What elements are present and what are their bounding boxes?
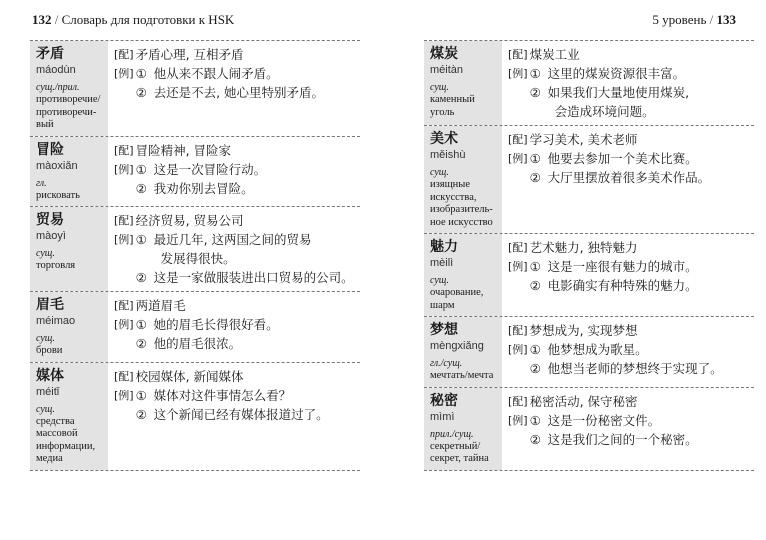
example-sentence [530,168,754,187]
collocation-line [114,296,360,315]
example-text: 电影确实有种特殊的魅力。 [547,278,698,293]
example-number: ① [529,412,541,428]
example-number: ② [529,431,541,447]
example-number: ① [529,259,541,274]
collocation-label: [配] [508,394,528,408]
example-text: 这个新闻已经有媒体报道过了。 [153,406,329,422]
collocation-label: [配] [114,143,134,157]
headword-pinyin: méimao [36,315,76,327]
example-text: 去还是不去, 她心里特别矛盾。 [153,85,325,100]
examples-line [114,386,360,424]
example-sentence [136,230,360,249]
headword-cell [30,207,108,291]
header-separator: / [54,12,59,27]
examples-line [114,64,360,102]
headword-pinyin: mìmì [430,410,455,423]
example-text: 这是一家做服装进出口贸易的公司。 [153,270,354,285]
part-of-speech: сущ. [36,248,55,259]
headword-hanzi: 媒体 [36,367,64,384]
examples-line [114,230,360,287]
example-text: 这里的煤炭资源很丰富。 [547,66,686,81]
example-number: ② [529,85,541,100]
part-of-speech: сущ. [430,275,449,286]
headword-hanzi: 梦想 [430,322,458,338]
example-list [530,411,754,449]
example-sentence [530,83,754,102]
russian-translation: секретный/ секрет, тайна [430,440,489,464]
example-text: 最近几年, 这两国之间的贸易 [153,232,312,247]
headword-cell [424,234,502,316]
part-of-speech: сущ. [36,333,55,344]
russian-translation: брови [36,345,63,356]
example-number: ① [529,66,541,81]
example-sentence [136,160,360,179]
examples-line [508,257,754,295]
example-number: ② [135,406,147,422]
example-number: ① [135,161,147,177]
collocation-line [114,367,360,386]
dictionary-entry [30,137,360,208]
collocation-line [508,238,754,257]
example-list [530,64,754,121]
example-list [136,230,360,287]
example-continuation: 会造成环境问题。 [554,104,655,119]
example-number: ① [135,232,147,247]
collocation-text: 煤炭工业 [529,47,580,62]
example-label: [例] [508,413,528,427]
collocation-text: 矛盾心理, 互相矛盾 [135,47,244,62]
examples-line [114,315,360,353]
example-sentence [530,257,754,276]
entry-content [108,41,360,136]
example-sentence [136,386,360,405]
example-label: [例] [114,162,134,176]
example-list [530,149,754,187]
example-number: ② [529,170,541,185]
example-sentence [530,276,754,295]
dictionary-entry [30,292,360,363]
example-list [136,64,360,102]
part-of-speech: сущ. [36,403,55,415]
example-label: [例] [508,343,528,356]
collocation-line [114,45,360,64]
collocation-label: [配] [114,299,134,312]
headword-pinyin: màoyì [36,230,66,242]
example-label: [例] [508,152,528,165]
entry-content [108,292,360,362]
example-sentence [136,83,360,102]
collocation-label: [配] [114,48,134,61]
right-page-header [652,12,736,30]
dictionary-entry [424,126,754,234]
example-text: 如果我们大量地使用煤炭, [547,85,690,100]
collocation-text: 两道眉毛 [135,298,186,313]
example-number: ① [135,317,147,332]
example-sentence [530,411,754,430]
example-label: [例] [508,67,528,80]
header-separator: / [709,12,714,27]
entry-content [502,317,754,387]
example-label: [例] [114,233,134,246]
headword-pinyin: mèilì [430,257,454,269]
example-number: ② [135,270,147,285]
headword-cell [30,363,108,470]
entry-content [108,137,360,207]
entry-content [108,207,360,291]
examples-line [508,340,754,378]
russian-translation: изящные искусства, изобразительное искусство [430,179,493,228]
collocation-line [508,321,754,340]
example-sentence [136,334,360,353]
headword-hanzi: 矛盾 [36,46,64,62]
part-of-speech: гл./сущ. [430,358,463,369]
russian-translation: рисковать [36,189,80,201]
headword-pinyin: měishù [430,149,466,161]
collocation-text: 学习美术, 美术老师 [529,132,638,147]
example-text: 他想当老师的梦想终于实现了。 [547,361,723,376]
collocation-text: 经济贸易, 贸易公司 [135,213,244,228]
example-text: 这是一份秘密文件。 [547,412,661,428]
example-sentence [136,405,360,424]
example-number: ① [529,151,541,166]
example-list [136,386,360,424]
dictionary-entry [424,317,754,388]
headword-hanzi: 秘密 [430,392,458,409]
example-text: 这是一次冒险行动。 [153,161,267,177]
left-page-number: 132 [32,12,52,27]
right-page-number: 133 [716,12,736,27]
collocation-label: [配] [508,324,528,337]
left-page-header [32,12,234,30]
headword-pinyin: mèngxiǎng [430,340,484,352]
example-list [530,340,754,378]
left-dictionary-column [30,40,360,471]
entry-content [502,126,754,233]
headword-cell [30,292,108,362]
examples-line [508,411,754,449]
part-of-speech: гл. [36,177,47,189]
headword-cell [424,41,502,125]
collocation-text: 秘密活动, 保守秘密 [529,393,638,409]
example-list [136,315,360,353]
collocation-text: 冒险精神, 冒险家 [135,142,232,158]
example-number: ② [135,180,147,196]
example-sentence [530,64,754,83]
example-sentence [530,340,754,359]
headword-hanzi: 煤炭 [430,46,458,62]
collocation-line [508,130,754,149]
headword-hanzi: 贸易 [36,212,64,228]
collocation-label: [配] [114,214,134,227]
example-sentence [136,315,360,334]
example-sentence [136,268,360,287]
collocation-line [114,211,360,230]
part-of-speech: сущ. [430,167,449,178]
example-text: 他从来不跟人闹矛盾。 [153,66,279,81]
collocation-label: [配] [508,133,528,146]
russian-translation: противоречие/ противоречивый [36,94,101,130]
russian-translation: торговля [36,260,76,271]
example-number: ② [135,336,147,351]
dictionary-entry [424,388,754,471]
examples-line [114,160,360,198]
collocation-line [508,45,754,64]
example-label: [例] [114,318,134,331]
example-number: ② [529,361,541,376]
example-text: 她的眉毛长得很好看。 [153,317,279,332]
examples-line [508,149,754,187]
example-sentence [136,179,360,198]
right-dictionary-column [424,40,754,471]
collocation-line [508,392,754,411]
headword-cell [30,137,108,207]
example-text: 他的眉毛很浓。 [153,336,242,351]
example-label: [例] [114,67,134,80]
example-text: 这是一座很有魅力的城市。 [547,259,698,274]
headword-pinyin: méitàn [430,64,464,76]
russian-translation: средства массовой информации, медиа [36,415,96,464]
headword-pinyin: méitǐ [36,385,60,398]
collocation-label: [配] [508,241,528,254]
example-text: 媒体对这件事情怎么看？ [153,387,292,403]
example-sentence [136,64,360,83]
entry-content [502,41,754,125]
collocation-label: [配] [508,48,528,61]
dictionary-entry [424,234,754,317]
collocation-label: [配] [114,369,134,383]
example-list [136,160,360,198]
russian-translation: каменный уголь [430,94,475,118]
examples-line [508,64,754,121]
example-text: 大厅里摆放着很多美术作品。 [547,170,711,185]
headword-cell [424,317,502,387]
collocation-text: 梦想成为, 实现梦想 [529,323,638,338]
right-page-title: 5 уровень [652,12,707,27]
part-of-speech: прил./сущ. [430,428,474,440]
collocation-text: 校园媒体, 新闻媒体 [135,368,244,384]
russian-translation: очарование, шарм [430,287,484,311]
example-number: ① [135,387,147,403]
example-number: ② [529,278,541,293]
entry-content [108,363,360,470]
example-number: ① [135,66,147,81]
dictionary-entry [30,363,360,471]
example-text: 这是我们之间的一个秘密。 [547,431,698,447]
example-number: ② [135,85,147,100]
example-list [530,257,754,295]
collocation-text: 艺术魅力, 独特魅力 [529,240,638,255]
left-page-title: Словарь для подготовки к HSK [61,12,235,27]
example-sentence [530,430,754,449]
dictionary-entry [30,207,360,292]
example-text: 他要去参加一个美术比赛。 [547,151,698,166]
headword-hanzi: 魅力 [430,239,458,255]
headword-cell [424,388,502,470]
headword-hanzi: 冒险 [36,141,64,158]
headword-pinyin: máodùn [36,64,76,76]
part-of-speech: сущ. [430,82,449,93]
example-text: 我劝你别去冒险。 [153,180,254,196]
headword-pinyin: màoxiǎn [36,159,78,172]
example-label: [例] [508,260,528,273]
entry-content [502,234,754,316]
example-sentence [530,149,754,168]
part-of-speech: сущ./прил. [36,82,80,93]
headword-cell [424,126,502,233]
dictionary-entry [424,40,754,126]
example-text: 他梦想成为歌星。 [547,342,648,357]
headword-hanzi: 美术 [430,131,458,147]
example-continuation: 发展得很快。 [160,251,236,266]
russian-translation: мечтать/мечта [430,370,494,381]
example-number: ① [529,342,541,357]
example-sentence [530,359,754,378]
headword-cell [30,41,108,136]
example-label: [例] [114,388,134,402]
entry-content [502,388,754,470]
dictionary-entry [30,40,360,137]
headword-hanzi: 眉毛 [36,297,64,313]
collocation-line [114,141,360,160]
